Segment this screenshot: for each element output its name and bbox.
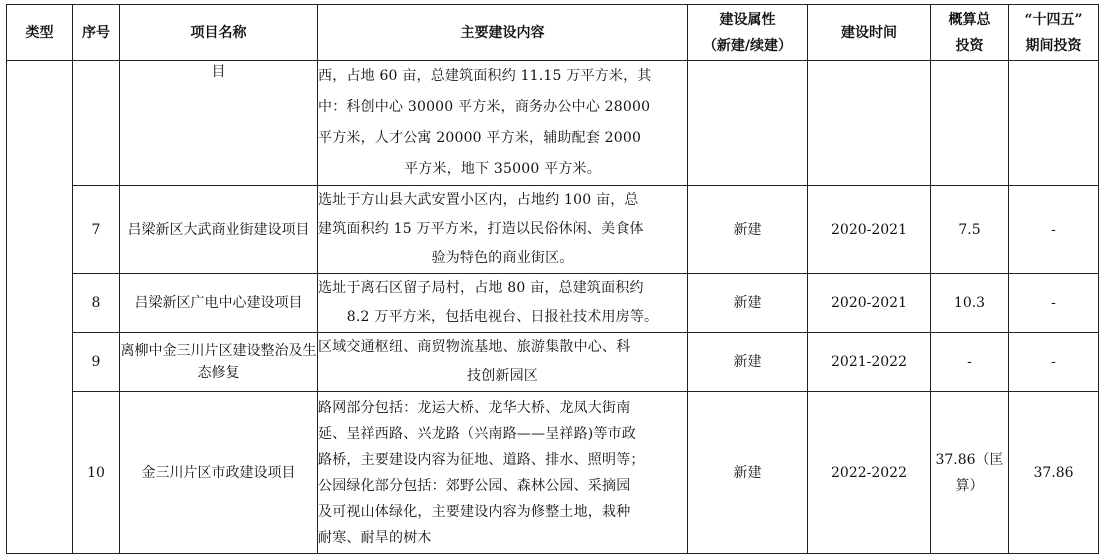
header-row [7, 5, 1099, 61]
time-cell: 2020-2021 [808, 186, 931, 274]
header-seq: 序号 [73, 5, 120, 61]
time-cell: 2020-2021 [808, 274, 931, 333]
project-table [6, 4, 1099, 554]
header-type: 类型 [7, 5, 73, 61]
total-cell: 7.5 [931, 186, 1009, 274]
content-line: 西，占地 60 亩，总建筑面积约 11.15 万平方米，其 [318, 68, 652, 84]
type-cell [7, 61, 73, 554]
content-line: 路桥，主要建设内容为征地、道路、排水、照明等； [318, 451, 645, 468]
attr-cell: 新建 [688, 392, 808, 554]
header-attr-line1: 建设属性 [719, 11, 776, 28]
header-total [931, 5, 1009, 61]
header-content: 主要建设内容 [318, 5, 688, 61]
header-period-line1: “十四五” [1024, 11, 1083, 28]
period-cell: - [1009, 333, 1099, 392]
total-cell [931, 392, 1009, 554]
time-cell: 2021-2022 [808, 333, 931, 392]
time-cell [808, 61, 931, 186]
header-period-line2: 期间投资 [1025, 37, 1082, 54]
header-period [1009, 5, 1099, 61]
content-line: 中：科创中心 30000 平方米，商务办公中心 28000 [318, 99, 651, 115]
seq-cell: 7 [73, 186, 120, 274]
period-cell [1009, 61, 1099, 186]
total-line2: 算） [955, 477, 984, 494]
header-total-line2: 投资 [955, 37, 984, 54]
content-line: 技创新园区 [467, 368, 538, 384]
table-row [7, 392, 1099, 554]
table-row [7, 274, 1099, 333]
name-cell: 吕梁新区大武商业街建设项目 [120, 186, 318, 274]
name-cell: 目 [120, 61, 318, 186]
content-line: 8.2 万平方米，包括电视台、日报社技术用房等。 [346, 309, 659, 325]
name-cell: 金三川片区市政建设项目 [120, 392, 318, 554]
content-line: 建筑面积约 15 万平方米，打造以民俗休闲、美食体 [318, 221, 644, 237]
content-line: 公园绿化部分包括：郊野公园、森林公园、采摘园 [318, 477, 631, 494]
content-cell [318, 274, 688, 333]
table-row [7, 186, 1099, 274]
header-total-line1: 概算总 [948, 11, 991, 28]
seq-cell: 8 [73, 274, 120, 333]
content-line: 延、呈祥西路、兴龙路（兴南路——呈祥路)等市政 [318, 425, 637, 442]
content-cell [318, 333, 688, 392]
name-cell: 离柳中金三川片区建设整治及生态修复 [120, 333, 318, 392]
seq-cell [73, 61, 120, 186]
header-name: 项目名称 [120, 5, 318, 61]
content-line: 区域交通枢纽、商贸物流基地、旅游集散中心、科 [318, 339, 631, 355]
content-cell [318, 186, 688, 274]
content-line: 平方米，人才公寓 20000 平方米，辅助配套 2000 [318, 130, 642, 146]
name-cell: 吕梁新区广电中心建设项目 [120, 274, 318, 333]
content-cell [318, 61, 688, 186]
seq-cell: 10 [73, 392, 120, 554]
period-cell: - [1009, 274, 1099, 333]
total-cell: - [931, 333, 1009, 392]
total-cell: 10.3 [931, 274, 1009, 333]
content-line: 选址于方山县大武安置小区内，占地约 100 亩，总 [318, 192, 639, 208]
content-line: 验为特色的商业街区。 [431, 250, 574, 266]
content-cell [318, 392, 688, 554]
table-row [7, 61, 1099, 186]
content-line: 耐寒、耐旱的树木 [318, 529, 432, 546]
header-attr [688, 5, 808, 61]
total-line1: 37.86（匡 [935, 451, 1004, 468]
period-cell: 37.86 [1009, 392, 1099, 554]
seq-cell: 9 [73, 333, 120, 392]
content-line: 选址于离石区留子局村，占地 80 亩，总建筑面积约 [318, 280, 644, 296]
period-cell: - [1009, 186, 1099, 274]
content-line: 及可视山体绿化，主要建设内容为修整土地，栽种 [318, 503, 631, 520]
attr-cell: 新建 [688, 333, 808, 392]
header-time: 建设时间 [808, 5, 931, 61]
total-cell [931, 61, 1009, 186]
header-attr-line2: （新建/续建） [702, 37, 793, 54]
attr-cell: 新建 [688, 186, 808, 274]
table-row [7, 333, 1099, 392]
attr-cell [688, 61, 808, 186]
content-line: 路网部分包括：龙运大桥、龙华大桥、龙凤大街南 [318, 399, 631, 416]
time-cell: 2022-2022 [808, 392, 931, 554]
content-line: 平方米，地下 35000 平方米。 [404, 161, 601, 177]
attr-cell: 新建 [688, 274, 808, 333]
